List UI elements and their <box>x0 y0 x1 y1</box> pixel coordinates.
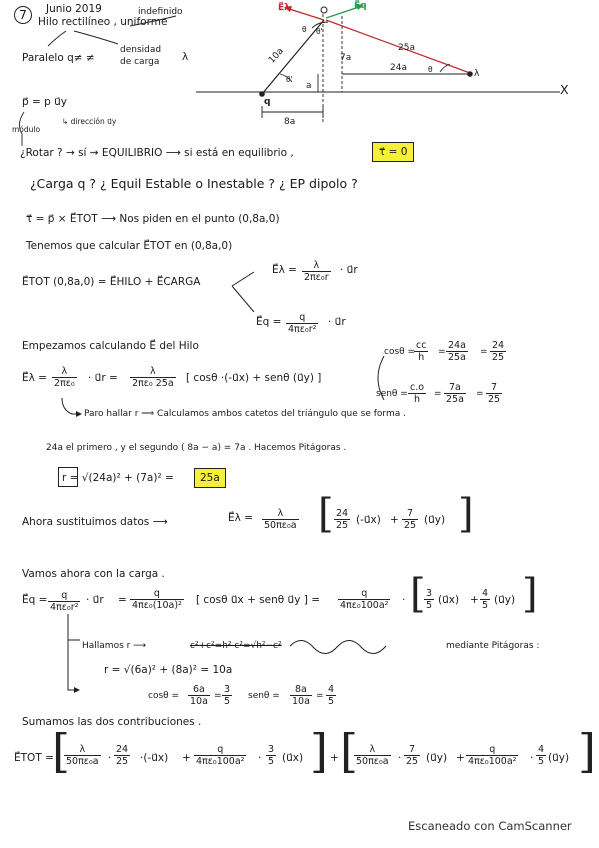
uy-term-1: (u⃗y) <box>424 514 446 526</box>
r-equation: r = √(24a)² + (7a)² = <box>62 472 174 484</box>
cos-label: cosθ = <box>384 347 416 357</box>
frac-4-5-c: $\frac{4}{5}$ <box>538 744 545 767</box>
problem-number: 7 <box>14 6 32 24</box>
frac-24-25-b: $\frac{24}{25}$ <box>336 508 349 531</box>
e-lambda-eq-bracket: [ cosθ ·(-u⃗x) + senθ (u⃗y) ] <box>186 372 322 384</box>
dot-2: · <box>108 752 112 764</box>
torque-line: τ⃗ = p⃗ × E⃗TOT ⟶ Nos piden en el punto (0,8a,0) <box>26 213 280 225</box>
x-axis-label: X <box>560 82 569 97</box>
lambda-point-label: λ <box>474 69 480 79</box>
uy-term-4: (u⃗y) <box>548 752 570 764</box>
sen2-label: senθ = <box>248 691 280 701</box>
theta-right-label: θ <box>428 65 433 74</box>
e-lambda-def-ur: · u⃗r <box>340 264 358 276</box>
plus-3: + <box>182 752 191 764</box>
ux-term-2: (u⃗x) <box>282 752 304 764</box>
ahora-line: Ahora sustituimos datos ⟶ <box>22 516 168 528</box>
eq-sign-6: = <box>214 691 222 701</box>
bracket-open-2: [ <box>410 571 426 617</box>
e-q-def-lhs: E⃗q = <box>256 316 282 328</box>
e-lambda-label: E⃗λ <box>278 3 290 13</box>
frac-24-25-c: $\frac{24}{25}$ <box>116 744 129 767</box>
frac-lam-2pieps0-25a: $\frac{\lambda}{\text{2πε₀ 25a}}$ <box>132 366 174 389</box>
sen-label: senθ = <box>376 389 408 399</box>
frac-lam-50pieps0a-c: $\frac{\lambda}{\text{50πε₀a}}$ <box>66 744 99 767</box>
indefinido-note: indefinido <box>138 7 183 17</box>
bracket-open-1: [ <box>318 491 334 537</box>
eq-sign-2: = <box>480 347 488 357</box>
eq-sign-3: = <box>434 389 442 399</box>
eight-a-label: 8a <box>284 117 296 127</box>
eq-sign-5: = <box>118 594 127 606</box>
frac-7a-25a: $\frac{7a}{25a}$ <box>446 382 464 405</box>
dipole-modulo: módulo <box>12 125 41 134</box>
bracket-open-4: [ <box>340 724 358 778</box>
e-q-eq-bracket: [ cosθ u⃗x + senθ u⃗y ] = <box>196 594 320 606</box>
uy-term-2: (u⃗y) <box>494 594 516 606</box>
etot-final-lhs: E⃗TOT = <box>14 752 54 764</box>
frac-q-4pieps0100a2: $\frac{q}{\text{4πε₀100a²}}$ <box>340 588 389 611</box>
dot-5: · <box>530 752 534 764</box>
tau-zero-box: τ⃗ = 0 <box>372 142 414 162</box>
dot-4: · <box>398 752 402 764</box>
e-q-label: E⃗q <box>354 1 367 11</box>
densidad-note-1: densidad <box>120 45 162 55</box>
ten-a-label: 10a <box>267 46 286 66</box>
eq-sign-1: = <box>438 347 446 357</box>
seven-a-label: 7a <box>340 53 352 63</box>
bracket-close-2: ] <box>522 571 538 617</box>
dot-3: · <box>258 752 262 764</box>
twentyfive-a-label: 25a <box>398 43 415 53</box>
densidad-note-2: de carga <box>120 57 160 67</box>
frac-7-25: $\frac{7}{25}$ <box>488 382 501 405</box>
dipole-direccion: ↳ dirección u⃗y <box>62 117 117 126</box>
tenemos-line: Tenemos que calcular E⃗TOT en (0,8a,0) <box>26 240 233 252</box>
frac-8a-10a: $\frac{8a}{10a}$ <box>292 684 310 707</box>
frac-3-5-c: $\frac{3}{5}$ <box>268 744 275 767</box>
etot-definition: E⃗TOT (0,8a,0) = E⃗HILO + E⃗CARGA <box>22 276 201 288</box>
twentyfour-a-label: 24a <box>390 63 407 73</box>
catetos-line: 24a el primero , y el segundo ( 8a − a) = 7a . Hacemos Pitágoras . <box>46 443 347 453</box>
uy-term-3: (u⃗y) <box>426 752 448 764</box>
q-label: q <box>264 97 271 107</box>
frac-q-4pieps0100a2-c: $\frac{q}{\text{4πε₀100a²}}$ <box>468 744 517 767</box>
sumamos-line: Sumamos las dos contribuciones . <box>22 716 202 728</box>
lambda-symbol: λ <box>182 51 189 63</box>
frac-q-4pieps0r2: $\frac{q}{\text{4πε₀r²}}$ <box>288 312 317 335</box>
frac-lam-50pieps0a-d: $\frac{\lambda}{\text{50πε₀a}}$ <box>356 744 389 767</box>
eq-sign-7: = <box>316 691 324 701</box>
rotar-line: ¿Rotar ? → sí ⇝ EQUILIBRIO ⟶ si está en equilibrio , <box>20 147 294 159</box>
neg-ux-term-2: ·(-u⃗x) <box>140 752 169 764</box>
neg-ux-term-1: (-u⃗x) <box>356 514 381 526</box>
frac-4-5-b: $\frac{4}{5}$ <box>328 684 335 707</box>
a-label: a <box>306 81 312 91</box>
hallamos-scribble: c²+c²=h² c²=√h²−c² <box>190 641 282 651</box>
r-value-box: 25a <box>194 468 226 488</box>
frac-lam-50pieps0a: $\frac{\lambda}{\text{50πε₀a}}$ <box>264 508 297 531</box>
plus-2: + <box>470 594 479 606</box>
frac-cc-h: $\frac{cc}{h}$ <box>416 340 427 363</box>
e-q-eq-lhs: E⃗q = <box>22 594 48 606</box>
e-lambda-def-lhs: E⃗λ = <box>272 264 297 276</box>
plus-1: + <box>390 514 399 526</box>
vamos-line: Vamos ahora con la carga . <box>22 568 165 580</box>
frac-24-25: $\frac{24}{25}$ <box>492 340 505 363</box>
date: Junio 2019 <box>46 3 102 15</box>
e-lambda-eq-mid: · u⃗r = <box>88 372 118 384</box>
frac-4-5: $\frac{4}{5}$ <box>482 588 489 611</box>
frac-lam-2pieps0r: $\frac{\lambda}{\text{2πε₀r}}$ <box>304 260 329 283</box>
frac-7-25-b: $\frac{7}{25}$ <box>404 508 417 531</box>
frac-q-4pieps0-10a2: $\frac{q}{\text{4πε₀(10a)²}}$ <box>132 588 182 611</box>
paro-line: Paro hallar r ⟹ Calculamos ambos catetos del triángulo que se forma . <box>84 409 406 419</box>
paralelo-note: Paralelo q≠ ≠ <box>22 52 95 64</box>
bracket-open-3: [ <box>52 724 70 778</box>
plus-4: + <box>330 752 339 764</box>
frac-3-5: $\frac{3}{5}$ <box>426 588 433 611</box>
theta-prime-label: θ' <box>286 75 293 84</box>
frac-co-h: $\frac{c.o}{h}$ <box>410 382 425 405</box>
bracket-close-1: ] <box>458 491 474 537</box>
camscanner-footer: Escaneado con CamScanner <box>408 819 572 833</box>
dipole-definition: p⃗ = p u⃗y <box>22 96 68 108</box>
frac-q-4pieps0100a2-b: $\frac{q}{\text{4πε₀100a²}}$ <box>196 744 245 767</box>
e-q-eq-ur: · u⃗r <box>86 594 104 606</box>
frac-3-5-b: $\frac{3}{5}$ <box>224 684 231 707</box>
theta-top-label: θ <box>302 25 307 34</box>
e-q-def-ur: · u⃗r <box>328 316 346 328</box>
cos2-label: cosθ = <box>148 691 180 701</box>
bracket-close-3: ] <box>310 724 328 778</box>
frac-6a-10a: $\frac{6a}{10a}$ <box>190 684 208 707</box>
r2-line: r = √(6a)² + (8a)² = 10a <box>104 664 233 676</box>
title: Hilo rectilíneo , uniforme <box>38 16 168 28</box>
frac-lam-2pieps0: $\frac{\lambda}{\text{2πε₀}}$ <box>54 366 75 389</box>
theta-prime-top-label: θ' <box>316 27 323 36</box>
empezamos-line: Empezamos calculando E⃗ del Hilo <box>22 340 199 352</box>
ux-term-1: (u⃗x) <box>438 594 460 606</box>
eq-sign-4: = <box>476 389 484 399</box>
mediante-line: mediante Pitágoras : <box>446 641 540 651</box>
hallamos-line: Hallamos r ⟶ <box>82 641 147 651</box>
frac-q-4pieps0r2-b: $\frac{q}{\text{4πε₀r²}}$ <box>50 590 79 613</box>
question-line: ¿Carga q ? ¿ Equil Estable o Inestable ? ¿ EP dipolo ? <box>30 176 358 191</box>
frac-7-25-c: $\frac{7}{25}$ <box>406 744 419 767</box>
plus-5: + <box>456 752 465 764</box>
dot-1: · <box>402 594 406 606</box>
bracket-close-4: ] <box>578 724 596 778</box>
e-lambda-final-lhs: E⃗λ = <box>228 512 253 524</box>
frac-24a-25a: $\frac{24a}{25a}$ <box>448 340 466 363</box>
e-lambda-eq-lhs: E⃗λ = <box>22 372 47 384</box>
